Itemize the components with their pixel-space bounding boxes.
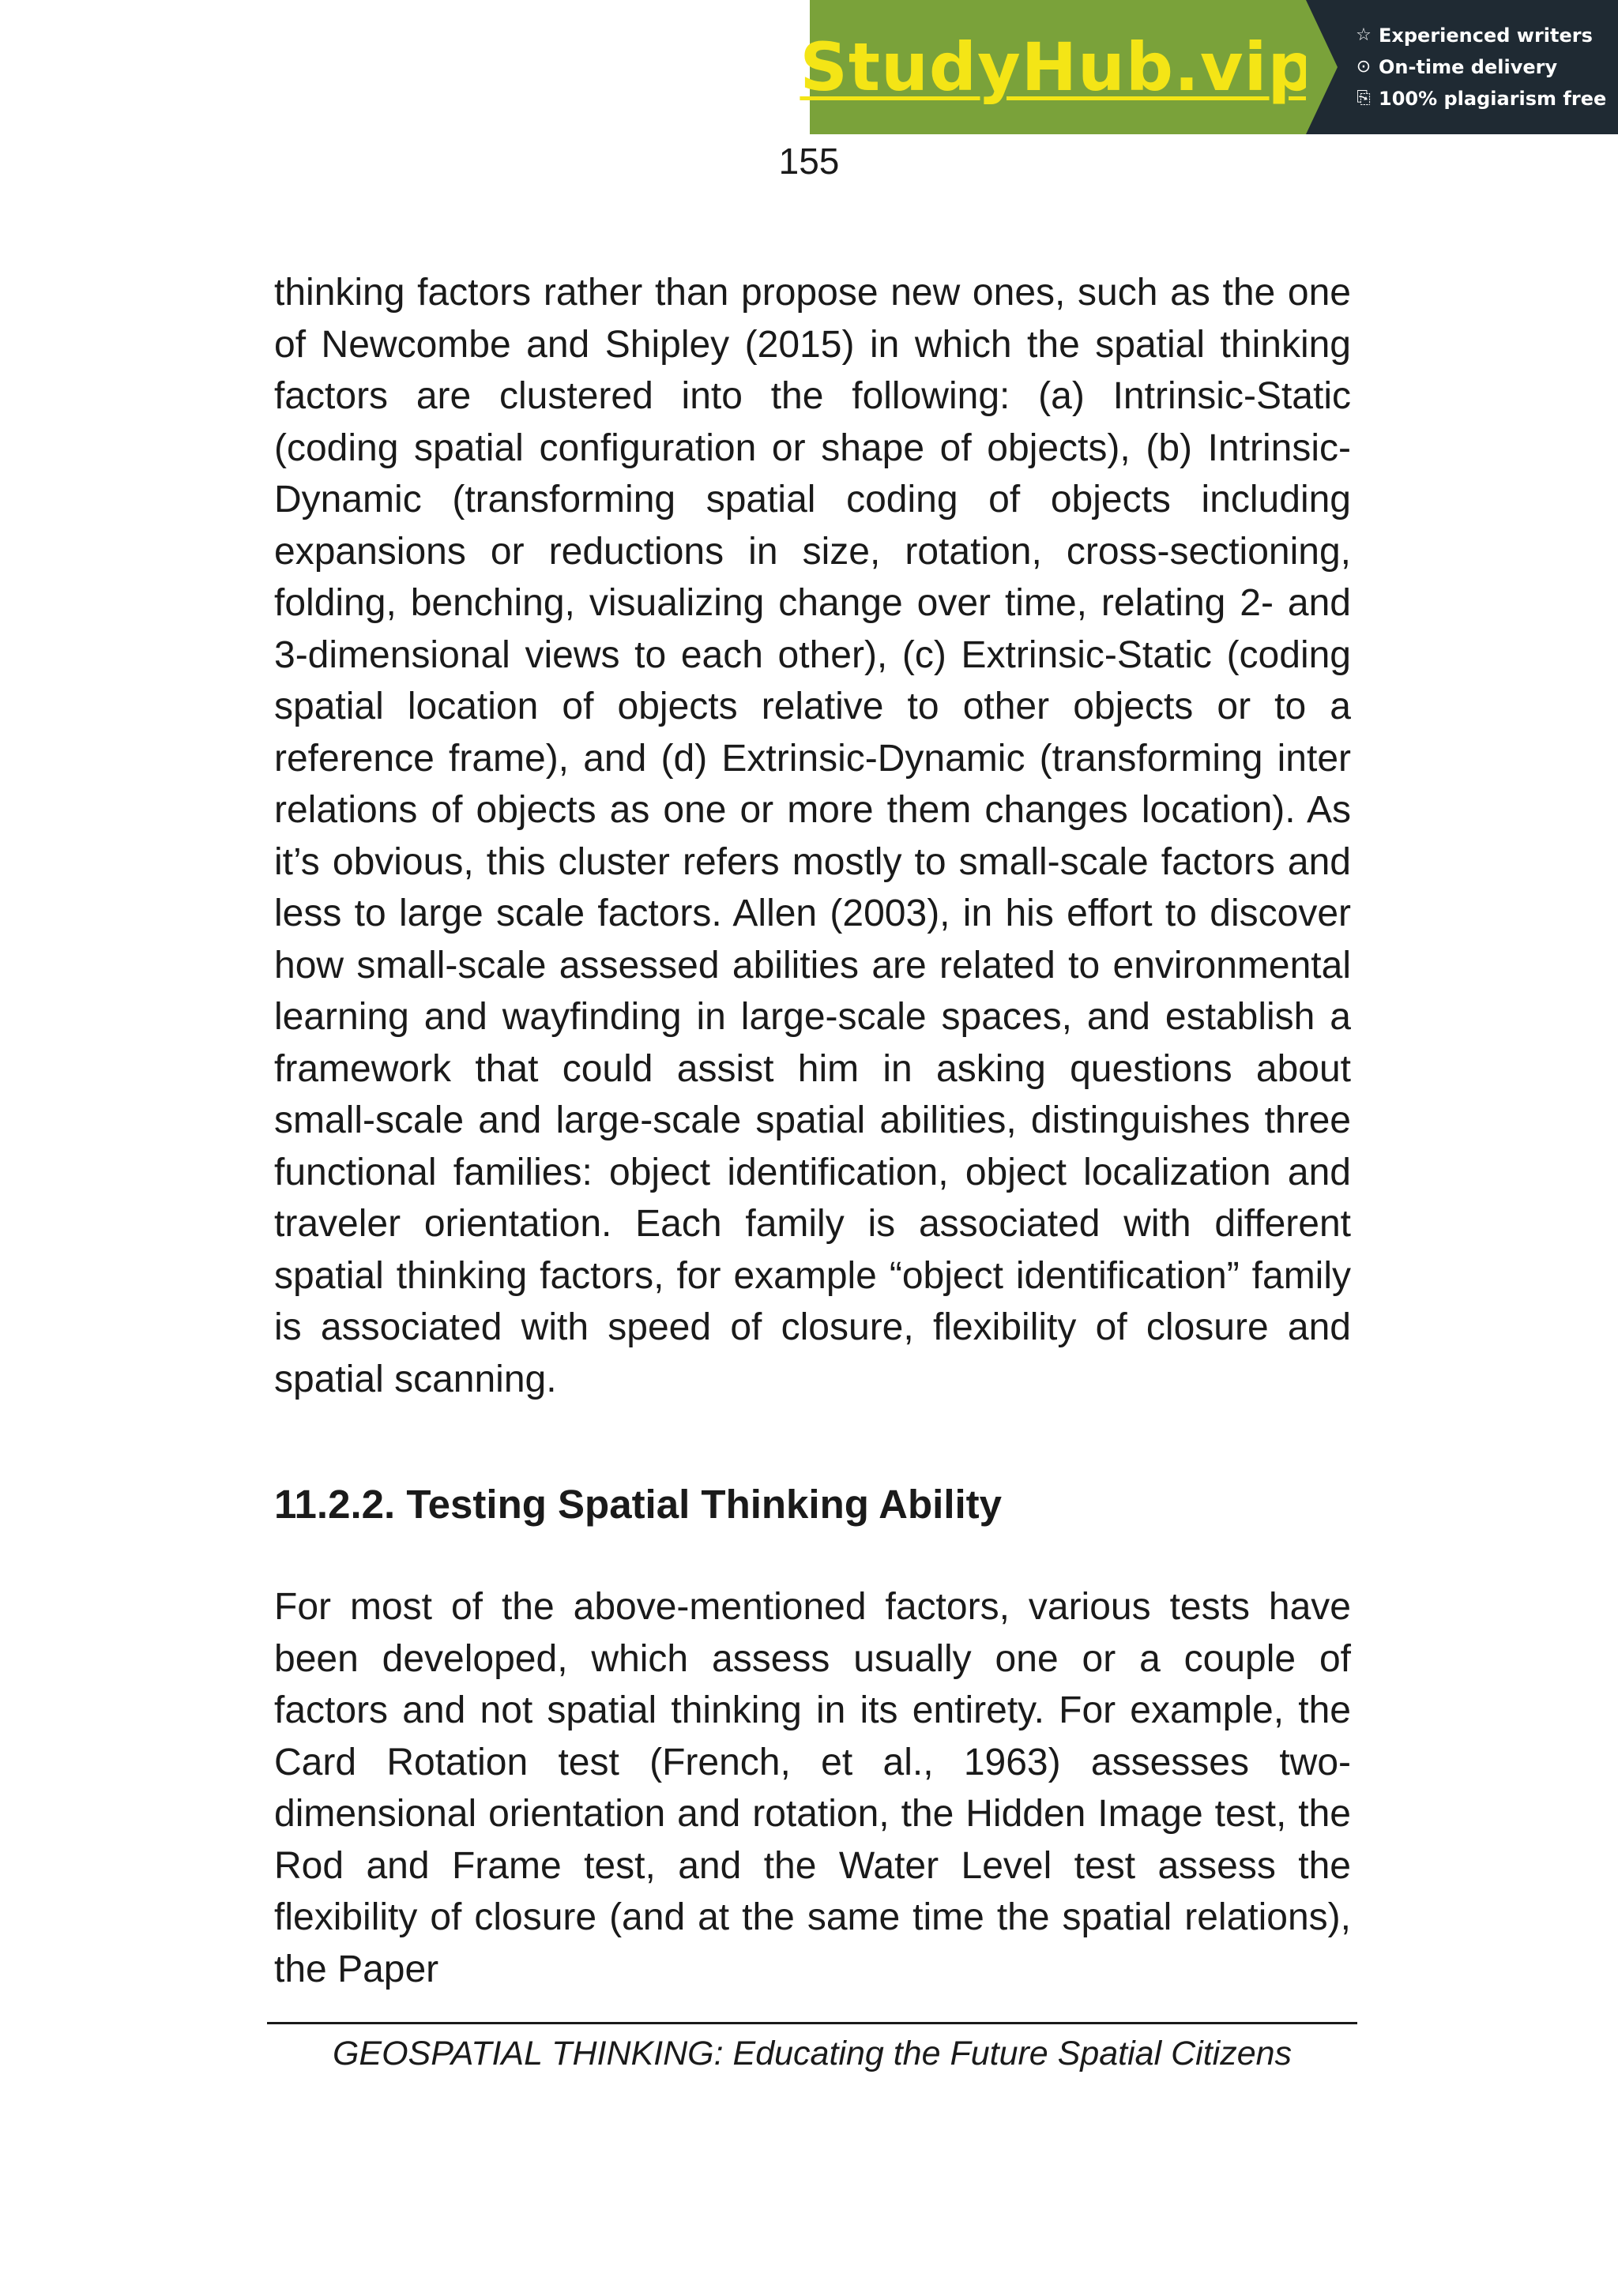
feature-list [1306,0,1618,134]
studyhub-banner[interactable] [800,0,1618,134]
feature-experienced-writers [1355,22,1618,49]
feature-on-time-delivery [1355,54,1618,81]
logo-text: StudyHub.vip [800,28,1316,106]
document-copy-icon: ⎘ [1356,88,1371,108]
clock-icon: ⊙ [1356,57,1372,77]
feature-label: 100% plagiarism free [1379,88,1607,110]
feature-label: Experienced writers [1379,24,1593,47]
section-heading: 11.2.2. Testing Spatial Thinking Ability [274,1482,1003,1527]
feature-label: On-time delivery [1379,56,1558,78]
footer-divider [267,2022,1357,2024]
body-paragraph-1: thinking factors rather than propose new ones, such as the one of Newcombe and Shipley (2015) in which the spatial thinking factors are clustered into the following: (a) Intrinsic-Static (coding spatial configuration or shape of objects), (b) Intrinsic-Dynamic (transforming spatial coding of objects including expansions or reductions in size, rotation, cross-sectioning, folding, benching, visualizing change over time, relating 2- and 3-dimensional views to each other), (c) Extrinsic-Static (coding spatial location of objects relative to other objects or to a reference frame), and (d) Extrinsic-Dynamic (transforming inter relations of objects as one or more them changes location). As it’s obvious, this cluster refers mostly to small-scale factors and less to large scale factors. Allen (2003), in his effort to discover how small-scale assessed abilities are related to environmental learning and wayfinding in large-scale spaces, and establish a framework that could assist him in asking questions about small-scale and large-scale spatial abilities, distinguishes three functional families: object identification, object localization and traveler orientation. Each family is associated with different spatial thinking factors, for example “object identification” family is associated with speed of closure, flexibility of closure and spatial scanning. [274,272,1351,1400]
studyhub-logo[interactable] [800,0,1316,134]
feature-plagiarism-free [1355,85,1618,112]
page-number: 155 [778,141,840,182]
star-icon: ☆ [1356,25,1372,45]
body-paragraph-2: For most of the above-mentioned factors, various tests have been developed, which assess usually one or a couple of factors and not spatial thinking in its entirety. For example, the Card Rotation test (French, et al., 1963) assesses two-dimensional orientation and rotation, the Hidden Image test, the Rod and Frame test, and the Water Level test assess the flexibility of closure (and at the same time the spatial relations), the Paper [274,1586,1351,1990]
running-footer: GEOSPATIAL THINKING: Educating the Future Spatial Citizens [332,2035,1293,2072]
